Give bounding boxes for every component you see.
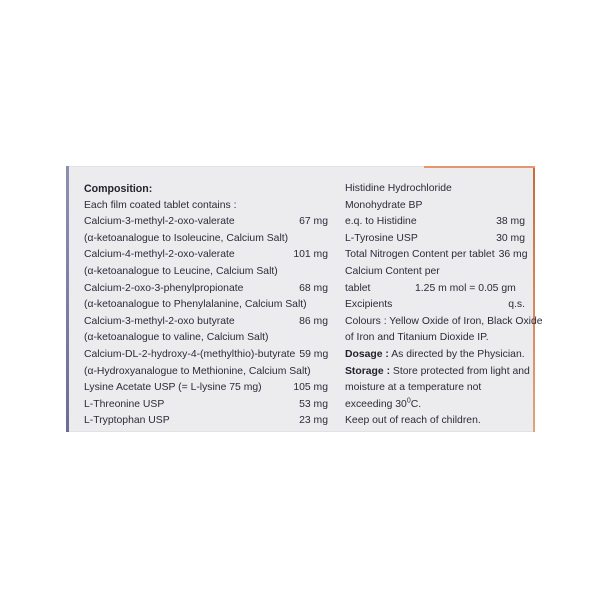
ingredient-qty: 68 mg — [299, 282, 328, 294]
storage-text: Store protected from light and — [390, 365, 530, 377]
composition-intro-row — [84, 198, 328, 215]
ingredient-qty — [324, 297, 328, 314]
ingredient-row — [84, 314, 328, 331]
histidine-row-1 — [345, 181, 525, 198]
ingredient-note: (α-ketoanalogue to Leucine, Calcium Salt) — [84, 265, 278, 277]
ingredient-qty: 67 mg — [299, 216, 328, 228]
calcium-value: 1.25 m mol = 0.05 gm — [415, 282, 516, 294]
ingredient-row — [84, 247, 328, 264]
ingredient-row — [84, 281, 328, 298]
storage-row-2 — [345, 380, 525, 397]
excipients-row — [345, 297, 525, 314]
storage-line — [345, 364, 530, 381]
ingredient-row — [84, 413, 328, 430]
composition-heading-row — [84, 181, 328, 198]
storage-text-cont: moisture at a temperature not — [345, 382, 482, 394]
details-column — [345, 181, 543, 430]
panel-top-accent — [424, 166, 535, 168]
ingredient-row — [84, 231, 328, 248]
calcium-row-1 — [345, 264, 525, 281]
ingredient-qty — [324, 264, 328, 281]
ingredient-qty — [324, 231, 328, 248]
ingredient-qty: 23 mg — [299, 415, 328, 427]
eq-histidine-name: e.q. to Histidine — [345, 216, 417, 228]
excipients-qty: q.s. — [508, 299, 525, 311]
histidine-label-cont: Monohydrate BP — [345, 199, 423, 211]
storage-temp-unit: C. — [410, 398, 422, 410]
ingredient-qty — [324, 330, 328, 347]
ingredient-row — [84, 264, 328, 281]
eq-histidine-qty: 38 mg — [496, 216, 525, 228]
ingredient-name: L-Threonine USP — [84, 398, 165, 410]
ingredient-qty: 105 mg — [293, 382, 328, 394]
ingredient-note: (α-ketoanalogue to valine, Calcium Salt) — [84, 332, 269, 344]
storage-row-3 — [345, 397, 525, 414]
tyrosine-name: L-Tyrosine USP — [345, 232, 418, 244]
storage-temp — [345, 397, 525, 414]
ingredient-name: Lysine Acetate USP (= L-lysine 75 mg) — [84, 382, 262, 394]
composition-intro: Each film coated tablet contains : — [84, 199, 237, 211]
dosage-text: As directed by the Physician. — [388, 348, 525, 360]
colours-row-2 — [345, 330, 525, 347]
ingredient-name: Calcium-DL-2-hydroxy-4-(methylthio)-butyrate — [84, 348, 296, 360]
ingredient-row — [84, 330, 328, 347]
eq-histidine-row — [345, 214, 525, 231]
ingredient-row — [84, 364, 328, 381]
ingredient-name: L-Tryptophan USP — [84, 415, 170, 427]
calcium-label: Calcium Content per — [345, 265, 440, 277]
calcium-label-cont: tablet — [345, 282, 371, 294]
calcium-row-2 — [345, 281, 525, 298]
dosage-line — [345, 347, 525, 364]
histidine-row-2 — [345, 198, 525, 215]
ingredient-note: (α-ketoanalogue to Phenylalanine, Calcium Salt) — [84, 299, 307, 311]
nitrogen-row — [345, 247, 528, 264]
nitrogen-qty: 36 mg — [498, 249, 528, 261]
composition-column — [84, 181, 328, 430]
ingredient-note: (α-Hydroxyanalogue to Methionine, Calcium Salt) — [84, 365, 311, 377]
ingredient-row — [84, 380, 328, 397]
panel-right-edge — [533, 166, 535, 432]
ingredient-name: Calcium-3-methyl-2-oxo-valerate — [84, 216, 235, 228]
ingredient-qty: 101 mg — [293, 249, 328, 261]
dosage-row — [345, 347, 525, 364]
ingredient-name: Calcium-3-methyl-2-oxo butyrate — [84, 315, 235, 327]
ingredient-row — [84, 297, 328, 314]
ingredient-qty: 53 mg — [299, 398, 328, 410]
nitrogen-name: Total Nitrogen Content per tablet — [345, 249, 495, 261]
ingredient-qty — [324, 364, 328, 381]
ingredient-name: Calcium-4-methyl-2-oxo-valerate — [84, 249, 235, 261]
storage-row-1 — [345, 364, 530, 381]
panel-left-edge — [66, 166, 69, 432]
excipients-name: Excipients — [345, 299, 393, 311]
ingredient-note: (α-ketoanalogue to Isoleucine, Calcium Salt) — [84, 232, 289, 244]
tyrosine-qty: 30 mg — [496, 232, 525, 244]
tyrosine-row — [345, 231, 525, 248]
ingredient-row — [84, 397, 328, 414]
dosage-label: Dosage : — [345, 348, 389, 360]
keep-out-text: Keep out of reach of children. — [345, 415, 481, 427]
colours-row-1 — [345, 314, 543, 331]
ingredient-qty: 59 mg — [299, 348, 329, 360]
ingredient-row — [84, 214, 328, 231]
ingredient-qty: 86 mg — [299, 315, 328, 327]
composition-heading: Composition: — [84, 183, 153, 195]
colours-text-cont: of Iron and Titanium Dioxide IP. — [345, 332, 489, 344]
storage-temp-text: exceeding 30 — [345, 398, 407, 410]
degree-sup: 0 — [406, 397, 411, 405]
storage-label: Storage : — [345, 365, 391, 377]
ingredient-name: Calcium-2-oxo-3-phenylpropionate — [84, 282, 244, 294]
histidine-label: Histidine Hydrochloride — [345, 183, 452, 194]
keep-out-row — [345, 413, 525, 430]
ingredient-row — [84, 347, 328, 364]
colours-text: Colours : Yellow Oxide of Iron, Black Oxide — [345, 315, 543, 327]
